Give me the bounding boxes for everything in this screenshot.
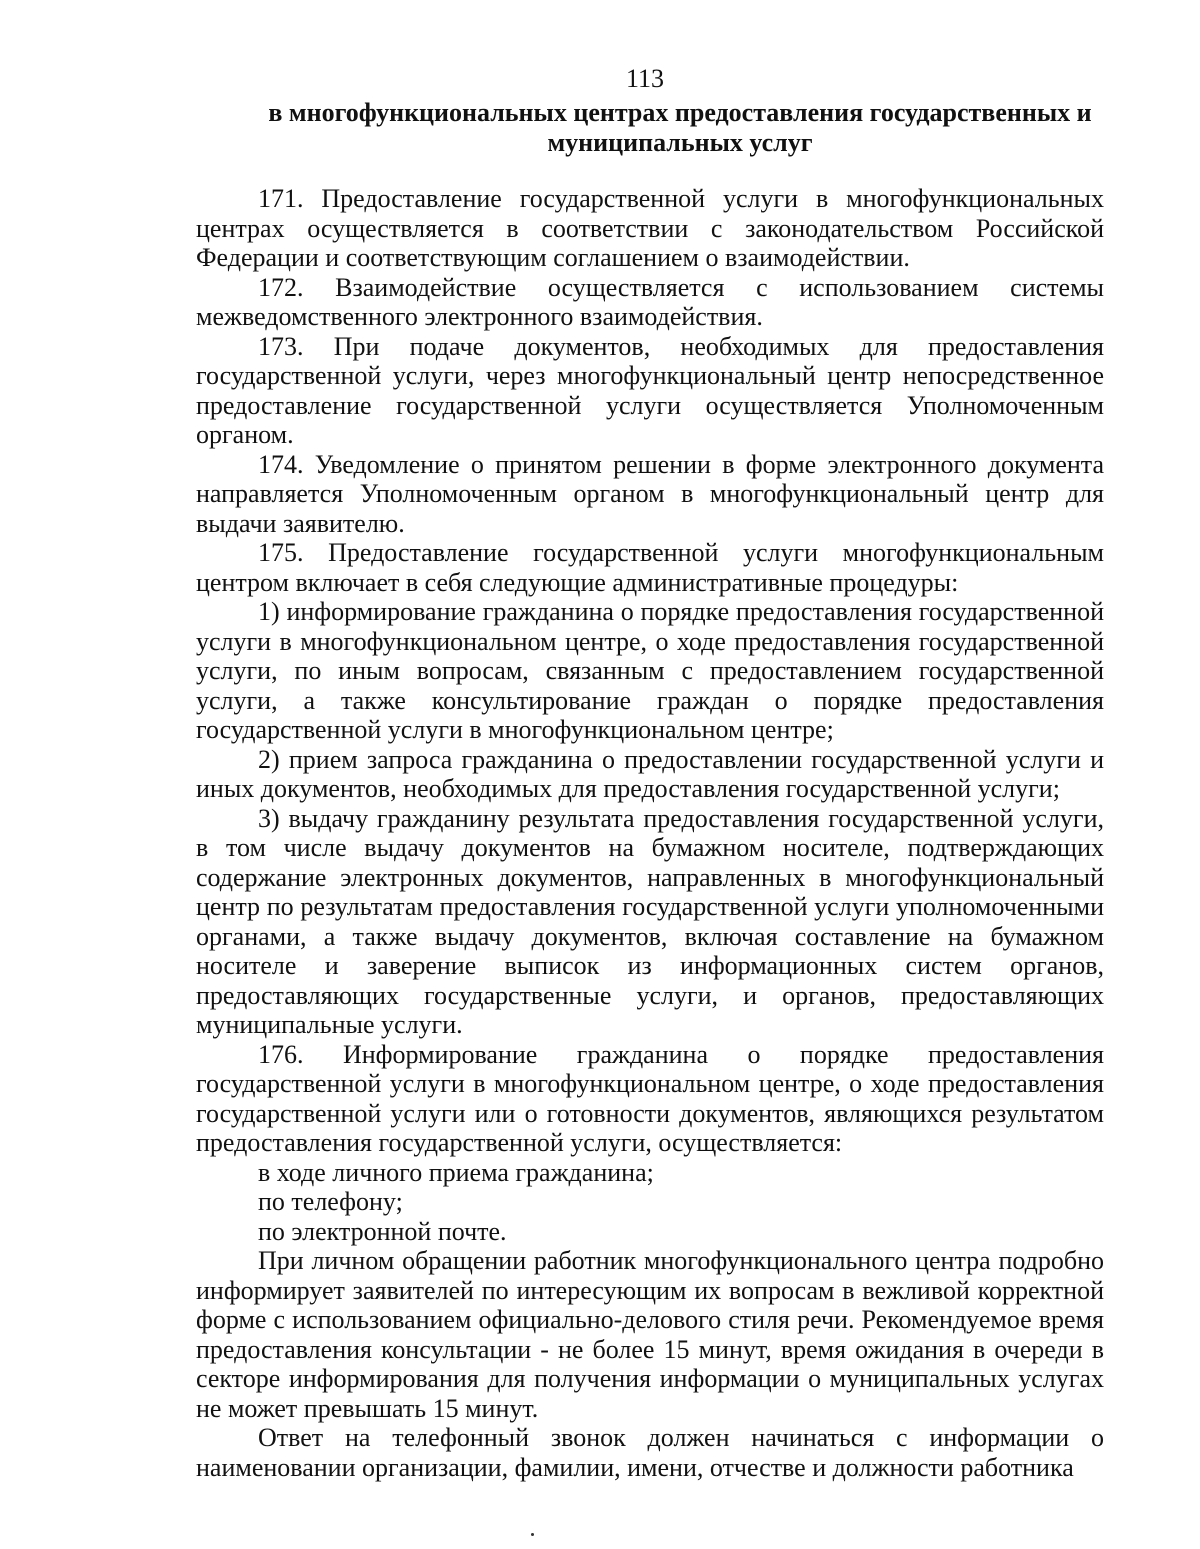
- list-item-2: 2) прием запроса гражданина о предоставлении государственной услуги и иных документов, необходимых для предоставления государственной услуги;: [196, 744, 1104, 803]
- paragraph-171: 171. Предоставление государственной услуги в многофункциональных центрах осуществляется в соответствии с законодательством Российской Федерации и соответствующим соглашением о взаимодействии.: [196, 184, 1104, 272]
- section-heading: в многофункциональных центрах предоставления государственных и муниципальных услуг: [268, 98, 1092, 157]
- list-item-3: 3) выдачу гражданину результата предоставления государственной услуги, в том числе выдачу документов на бумажном носителе, подтверждающих содержание электронных документов, направленных в многофункциональный центр по результатам предоставления государственной услуги уполномоченными органами, а также выдачу документов, включая составление на бумажном носителе и заверение выписок из информационных систем органов, предоставляющих государственные услуги, и органов, предоставляющих муниципальные услуги.: [196, 803, 1104, 1039]
- paragraph-175: 175. Предоставление государственной услуги многофункциональным центром включает в себя следующие административные процедуры:: [196, 538, 1104, 597]
- scan-speck: [531, 1533, 534, 1536]
- channel-in-person: в ходе личного приема гражданина;: [258, 1157, 654, 1187]
- paragraph-173: 173. При подаче документов, необходимых для предоставления государственной услуги, через многофункциональный центр непосредственное предоставление государственной услуги осуществляется Уполномоченным органом.: [196, 331, 1104, 449]
- list-item-1: 1) информирование гражданина о порядке предоставления государственной услуги в многофункциональном центре, о ходе предоставления государственной услуги, по иным вопросам, связанным с предоставлением государственной услуги, а также консультирование граждан о порядке предоставления государственной услуги в многофункциональном центре;: [196, 597, 1104, 744]
- paragraph-176: 176. Информирование гражданина о порядке предоставления государственной услуги в многофункциональном центре, о ходе предоставления государственной услуги или о готовности документов, являющихся результатом предоставления государственной услуги, осуществляется:: [196, 1039, 1104, 1157]
- paragraph-174: 174. Уведомление о принятом решении в форме электронного документа направляется Уполномоченным органом в многофункциональный центр для выдачи заявителю.: [196, 449, 1104, 538]
- page-number: 113: [625, 64, 665, 93]
- paragraph-phone-answer: Ответ на телефонный звонок должен начинаться с информации о наименовании организации, фамилии, имени, отчестве и должности работника: [196, 1423, 1104, 1482]
- channel-phone: по телефону;: [258, 1187, 403, 1216]
- paragraph-personal-visit: При личном обращении работник многофункционального центра подробно информирует заявителей по интересующим их вопросам в вежливой корректной форме с использованием официально-делового стиля речи. Рекомендуемое время предоставления консультации - не более 15 минут, время ожидания в очереди в секторе информирования для получения информации о муниципальных услугах не может превышать 15 минут.: [196, 1246, 1104, 1423]
- channel-email: по электронной почте.: [258, 1216, 507, 1246]
- document-body: [196, 184, 1104, 1482]
- paragraph-172: 172. Взаимодействие осуществляется с использованием системы межведомственного электронного взаимодействия.: [196, 272, 1104, 331]
